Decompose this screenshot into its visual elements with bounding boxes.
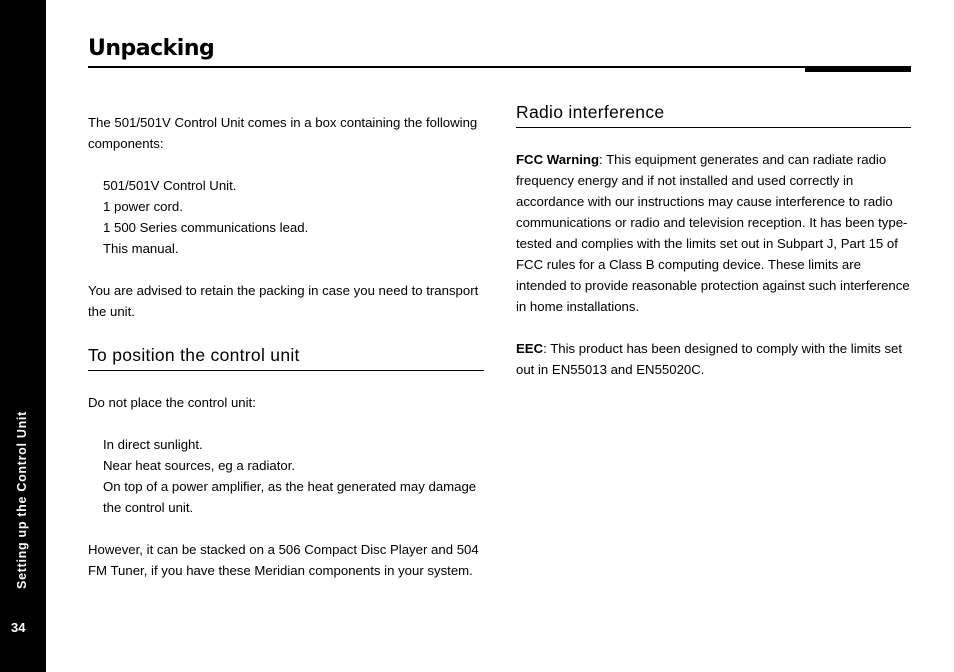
right-column [516, 102, 911, 380]
list-item: In direct sunlight. [103, 437, 203, 452]
list-item: On top of a power amplifier, as the heat generated may damage the control unit. [103, 479, 477, 515]
list-item: Near heat sources, eg a radiator. [103, 458, 296, 473]
list-item: 501/501V Control Unit. [103, 178, 237, 193]
left-column [88, 112, 484, 581]
radio-interference-heading: Radio interference [516, 100, 911, 128]
sidebar [0, 0, 46, 672]
list-item: 1 500 Series communications lead. [103, 220, 309, 235]
position-intro: Do not place the control unit: [88, 395, 256, 410]
fcc-label: FCC Warning [516, 152, 600, 167]
title-rule [88, 66, 911, 68]
page-number: 34 [11, 620, 26, 635]
position-heading: To position the control unit [88, 343, 484, 371]
retain-packing-paragraph: You are advised to retain the packing in case you need to transport the unit. [88, 283, 479, 319]
eec-label: EEC [516, 341, 544, 356]
eec-paragraph [516, 338, 911, 380]
position-list [88, 434, 484, 518]
intro-paragraph: The 501/501V Control Unit comes in a box containing the following components: [88, 115, 478, 151]
components-list [88, 175, 484, 259]
fcc-paragraph [516, 149, 911, 317]
list-item: This manual. [103, 241, 179, 256]
section-label: Setting up the Control Unit [15, 411, 29, 589]
page-title: Unpacking [88, 36, 215, 61]
title-rule-accent [805, 66, 911, 72]
stacking-paragraph: However, it can be stacked on a 506 Compact Disc Player and 504 FM Tuner, if you have these Meridian components in your system. [88, 542, 479, 578]
list-item: 1 power cord. [103, 199, 183, 214]
eec-text: : This product has been designed to comply with the limits set out in EN55013 and EN55020C. [516, 341, 903, 377]
fcc-text: : This equipment generates and can radiate radio frequency energy and if not installed and used correctly in accordance with our instructions may cause interference to radio communications or radio and television reception. It has been type-tested and complies with the limits set out in Subpart J, Part 15 of FCC rules for a Class B computing device. These limits are intended to provide reasonable protection against such interference in home installations. [516, 152, 910, 314]
